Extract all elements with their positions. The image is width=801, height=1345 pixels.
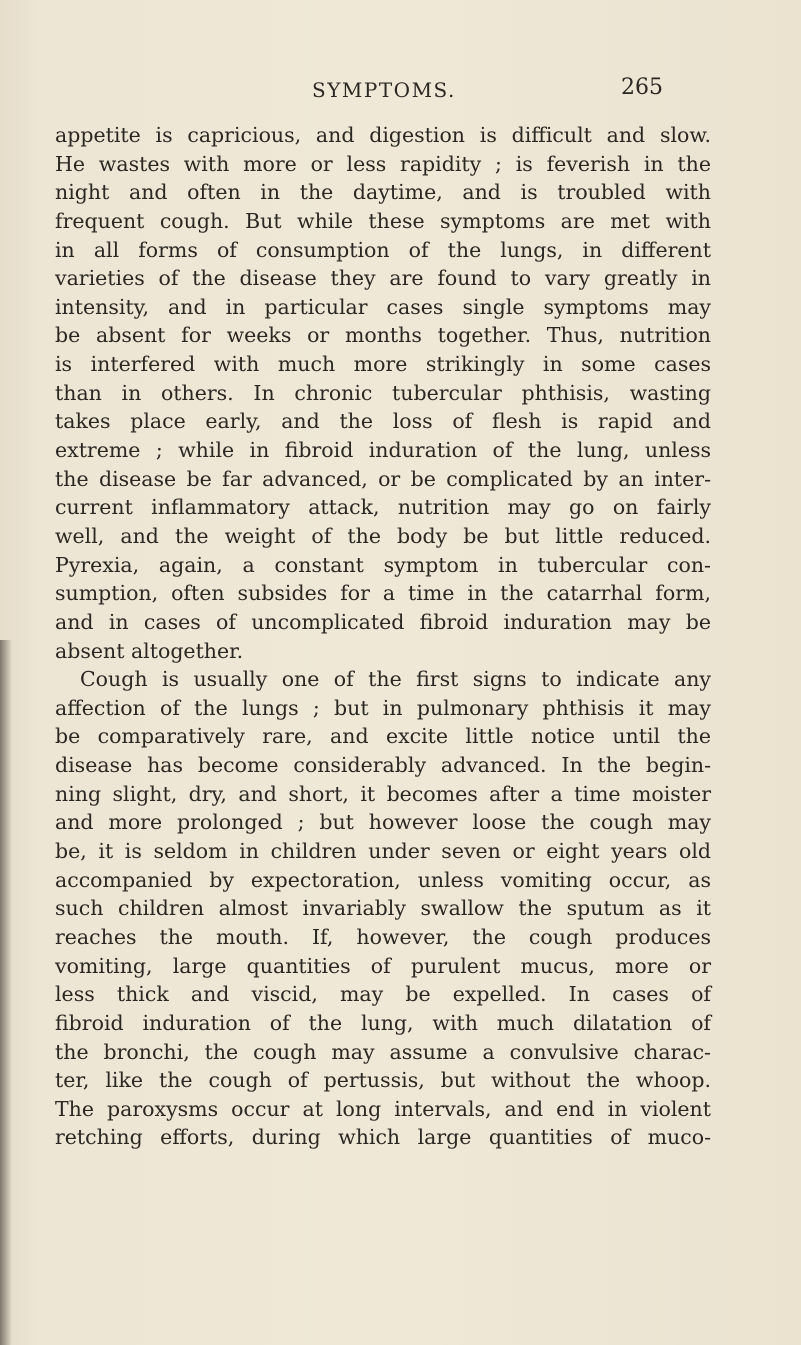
text-line: Pyrexia, again, a constant symptom in tubercular con- (55, 552, 711, 577)
text-line: than in others. In chronic tubercular phthisis, wasting (55, 380, 711, 405)
text-line: such children almost invariably swallow the sputum as it (55, 896, 711, 921)
text-line: vomiting, large quantities of purulent mucus, more or (55, 953, 711, 978)
text-line: frequent cough. But while these symptoms are met with (55, 208, 711, 233)
text-line: varieties of the disease they are found to vary greatly in (55, 266, 711, 291)
text-line: fibroid induration of the lung, with much dilatation of (55, 1010, 711, 1035)
text-line: takes place early, and the loss of flesh is rapid and (55, 409, 711, 434)
text-line: current inflammatory attack, nutrition may go on fairly (55, 495, 711, 520)
text-line: night and often in the daytime, and is troubled with (55, 180, 711, 205)
text-line: be comparatively rare, and excite little notice until the (55, 724, 711, 749)
page-number: 265 (621, 75, 663, 100)
text-line: accompanied by expectoration, unless vomiting occur, as (55, 867, 711, 892)
text-line: less thick and viscid, may be expelled. In cases of (55, 982, 711, 1007)
page-header (0, 75, 801, 108)
running-head: SYMPTOMS. (312, 78, 456, 102)
binding-gutter-shadow (0, 640, 12, 1345)
text-line: The paroxysms occur at long intervals, and end in violent (55, 1096, 711, 1121)
text-line: disease has become considerably advanced. In the begin- (55, 753, 711, 778)
text-line: ning slight, dry, and short, it becomes after a time moister (55, 781, 711, 806)
text-line: in all forms of consumption of the lungs, in different (55, 237, 711, 262)
text-line: well, and the weight of the body be but little reduced. (55, 523, 711, 548)
text-line: and in cases of uncomplicated fibroid induration may be (55, 609, 711, 634)
text-line: and more prolonged ; but however loose the cough may (55, 810, 711, 835)
text-line: intensity, and in particular cases single symptoms may (55, 294, 711, 319)
text-line: be, it is seldom in children under seven or eight years old (55, 839, 711, 864)
text-line: ter, like the cough of pertussis, but without the whoop. (55, 1068, 711, 1093)
body-text (55, 121, 711, 1152)
text-line: the bronchi, the cough may assume a convulsive charac- (55, 1039, 711, 1064)
text-line: reaches the mouth. If, however, the cough produces (55, 924, 711, 949)
text-line: be absent for weeks or months together. Thus, nutrition (55, 323, 711, 348)
text-line: appetite is capricious, and digestion is difficult and slow. (55, 123, 711, 147)
text-line-paragraph-end: absent altogether. (55, 638, 244, 663)
text-line-paragraph-start: Cough is usually one of the first signs to indicate any (80, 667, 711, 692)
text-line: sumption, often subsides for a time in the catarrhal form, (55, 581, 711, 606)
text-line: extreme ; while in fibroid induration of the lung, unless (55, 438, 711, 463)
text-line: He wastes with more or less rapidity ; is feverish in the (55, 151, 711, 176)
text-line: is interfered with much more strikingly in some cases (55, 352, 711, 377)
text-line: affection of the lungs ; but in pulmonary phthisis it may (55, 695, 711, 720)
text-line: retching efforts, during which large quantities of muco- (55, 1125, 711, 1150)
text-line: the disease be far advanced, or be complicated by an inter- (55, 466, 711, 491)
